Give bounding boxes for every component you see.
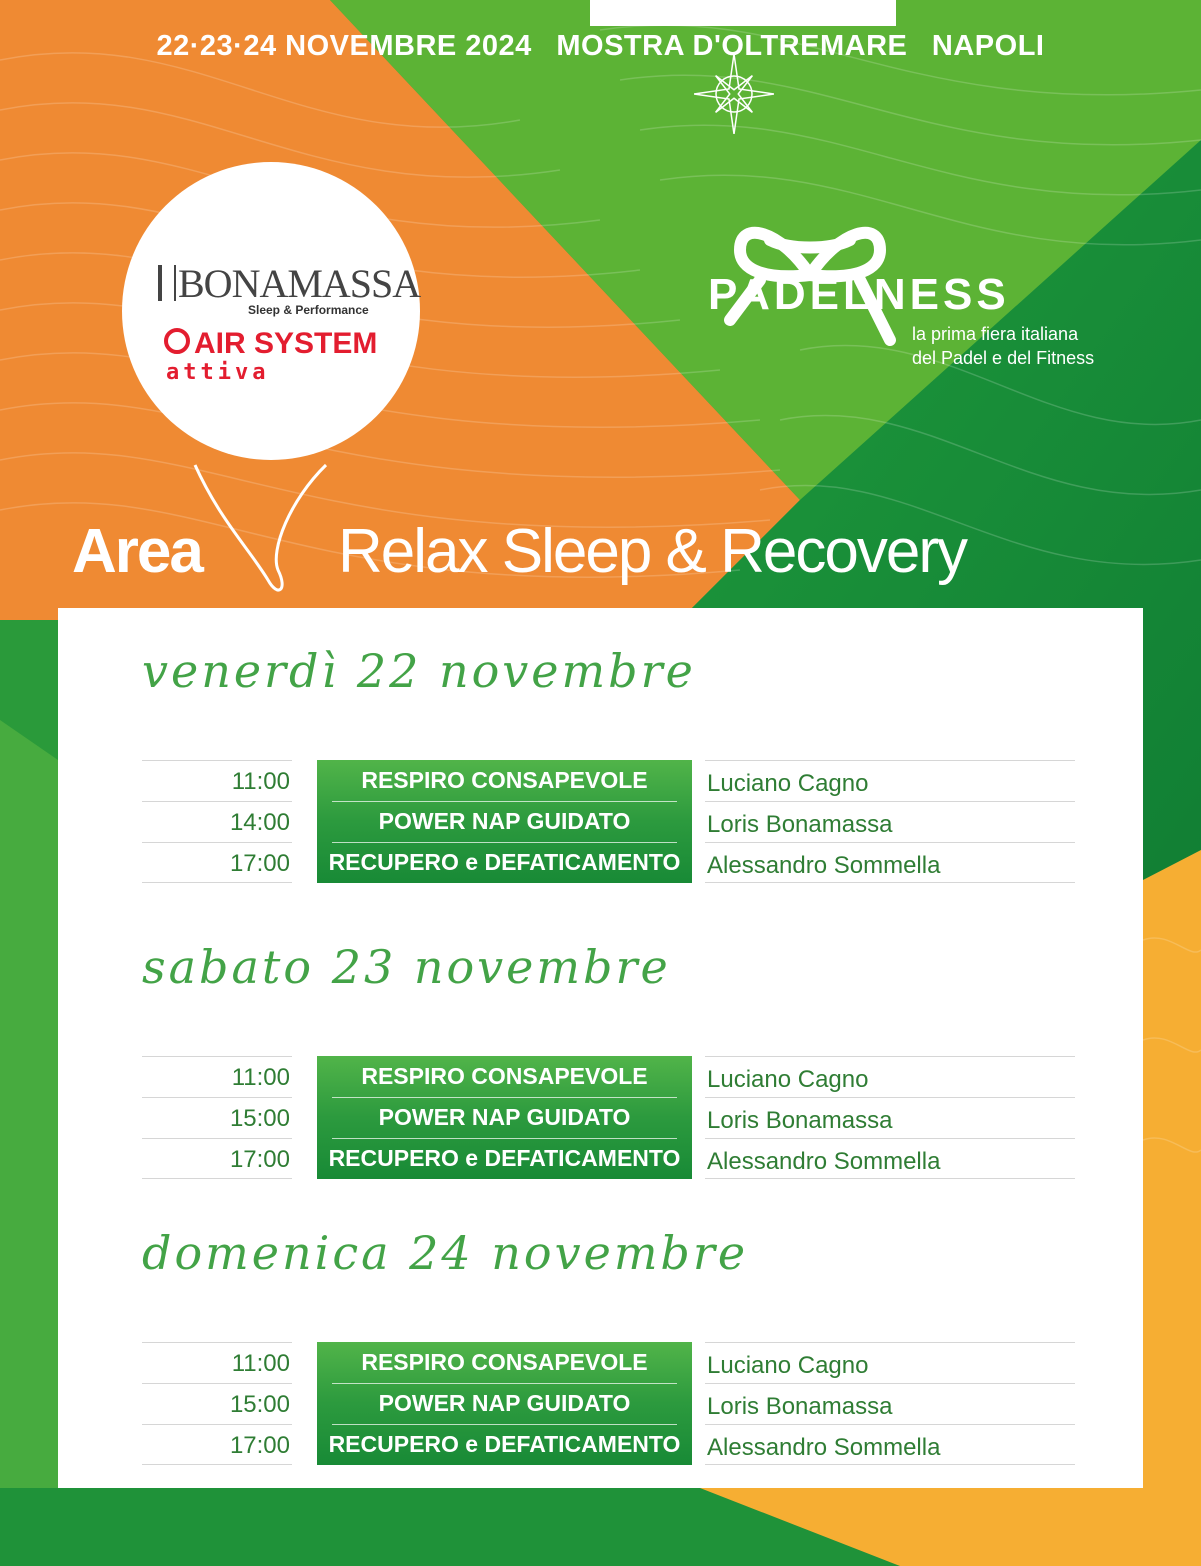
session-activity-text: RECUPERO e DEFATICAMENTO [328, 1145, 681, 1171]
schedule-card [58, 608, 1143, 1488]
event-city: NAPOLI [931, 30, 1045, 62]
session-activity-text: RECUPERO e DEFATICAMENTO [328, 1431, 681, 1457]
air-system-text: AIR SYSTEM [194, 327, 378, 360]
session-speaker: Loris Bonamassa [705, 1383, 1075, 1424]
session-activity [317, 801, 692, 842]
attiva-wordmark: attiva [166, 360, 270, 385]
activity-divider [332, 842, 677, 843]
activity-divider [332, 1097, 677, 1098]
compass-icon [694, 54, 774, 134]
session-time: 11:00 [142, 760, 292, 801]
session-activity [317, 1424, 692, 1465]
bonamassa-tagline: Sleep & Performance [248, 303, 369, 317]
session-activity-text: POWER NAP GUIDATO [378, 1104, 631, 1130]
padelness-title: PADELNESS [708, 270, 1010, 319]
session-activity [317, 1097, 692, 1138]
session-time: 14:00 [142, 801, 292, 842]
session-speaker: Loris Bonamassa [705, 1097, 1075, 1138]
session-time: 15:00 [142, 1383, 292, 1424]
session-activity [317, 842, 692, 883]
session-time: 15:00 [142, 1097, 292, 1138]
session-activity: RESPIRO CONSAPEVOLE [361, 1063, 648, 1089]
day-title: venerdì 22 novembre [142, 644, 696, 698]
activity-divider [332, 801, 677, 802]
event-header [0, 30, 1201, 63]
session-speaker: Alessandro Sommella [705, 1424, 1075, 1465]
session-activity [317, 1383, 692, 1424]
session-time: 11:00 [142, 1056, 292, 1097]
bonamassa-mark-icon [158, 265, 176, 301]
bonamassa-logo [158, 260, 420, 307]
event-venue: MOSTRA D'OLTREMARE [556, 30, 908, 62]
padelness-subtitle-line2: del Padel e del Fitness [912, 348, 1095, 368]
session-time: 17:00 [142, 842, 292, 883]
top-tab [590, 0, 896, 26]
session-speaker: Luciano Cagno [705, 1056, 1075, 1097]
session-time: 17:00 [142, 1424, 292, 1465]
session-activity-text: POWER NAP GUIDATO [378, 1390, 631, 1416]
session-activity-text: RECUPERO e DEFATICAMENTO [328, 849, 681, 875]
session-speaker: Luciano Cagno [705, 1342, 1075, 1383]
activity-divider [332, 1138, 677, 1139]
session-speaker: Alessandro Sommella [705, 1138, 1075, 1179]
air-system-logo [164, 327, 377, 361]
session-speaker: Luciano Cagno [705, 760, 1075, 801]
session-speaker: Loris Bonamassa [705, 801, 1075, 842]
area-name: Relax Sleep & Recovery [338, 517, 966, 586]
session-activity-text: POWER NAP GUIDATO [378, 808, 631, 834]
activity-box [317, 760, 692, 883]
area-label: Area [72, 517, 202, 586]
day-title: sabato 23 novembre [142, 940, 671, 994]
bonamassa-brand: BONAMASSA [178, 261, 421, 306]
session-time: 17:00 [142, 1138, 292, 1179]
activity-box [317, 1342, 692, 1465]
activity-divider [332, 1383, 677, 1384]
session-activity: RESPIRO CONSAPEVOLE [361, 767, 648, 793]
padelness-subtitle-line1: la prima fiera italiana [912, 324, 1079, 344]
day-title: domenica 24 novembre [142, 1226, 749, 1280]
session-activity [317, 1138, 692, 1179]
activity-divider [332, 1424, 677, 1425]
session-speaker: Alessandro Sommella [705, 842, 1075, 883]
event-dates: 22·23·24 NOVEMBRE 2024 [156, 30, 532, 62]
session-activity: RESPIRO CONSAPEVOLE [361, 1349, 648, 1375]
swoosh-decoration-icon [190, 460, 330, 600]
session-time: 11:00 [142, 1342, 292, 1383]
activity-box [317, 1056, 692, 1179]
air-system-mark-icon [164, 328, 190, 354]
padelness-subtitle [912, 322, 1094, 370]
